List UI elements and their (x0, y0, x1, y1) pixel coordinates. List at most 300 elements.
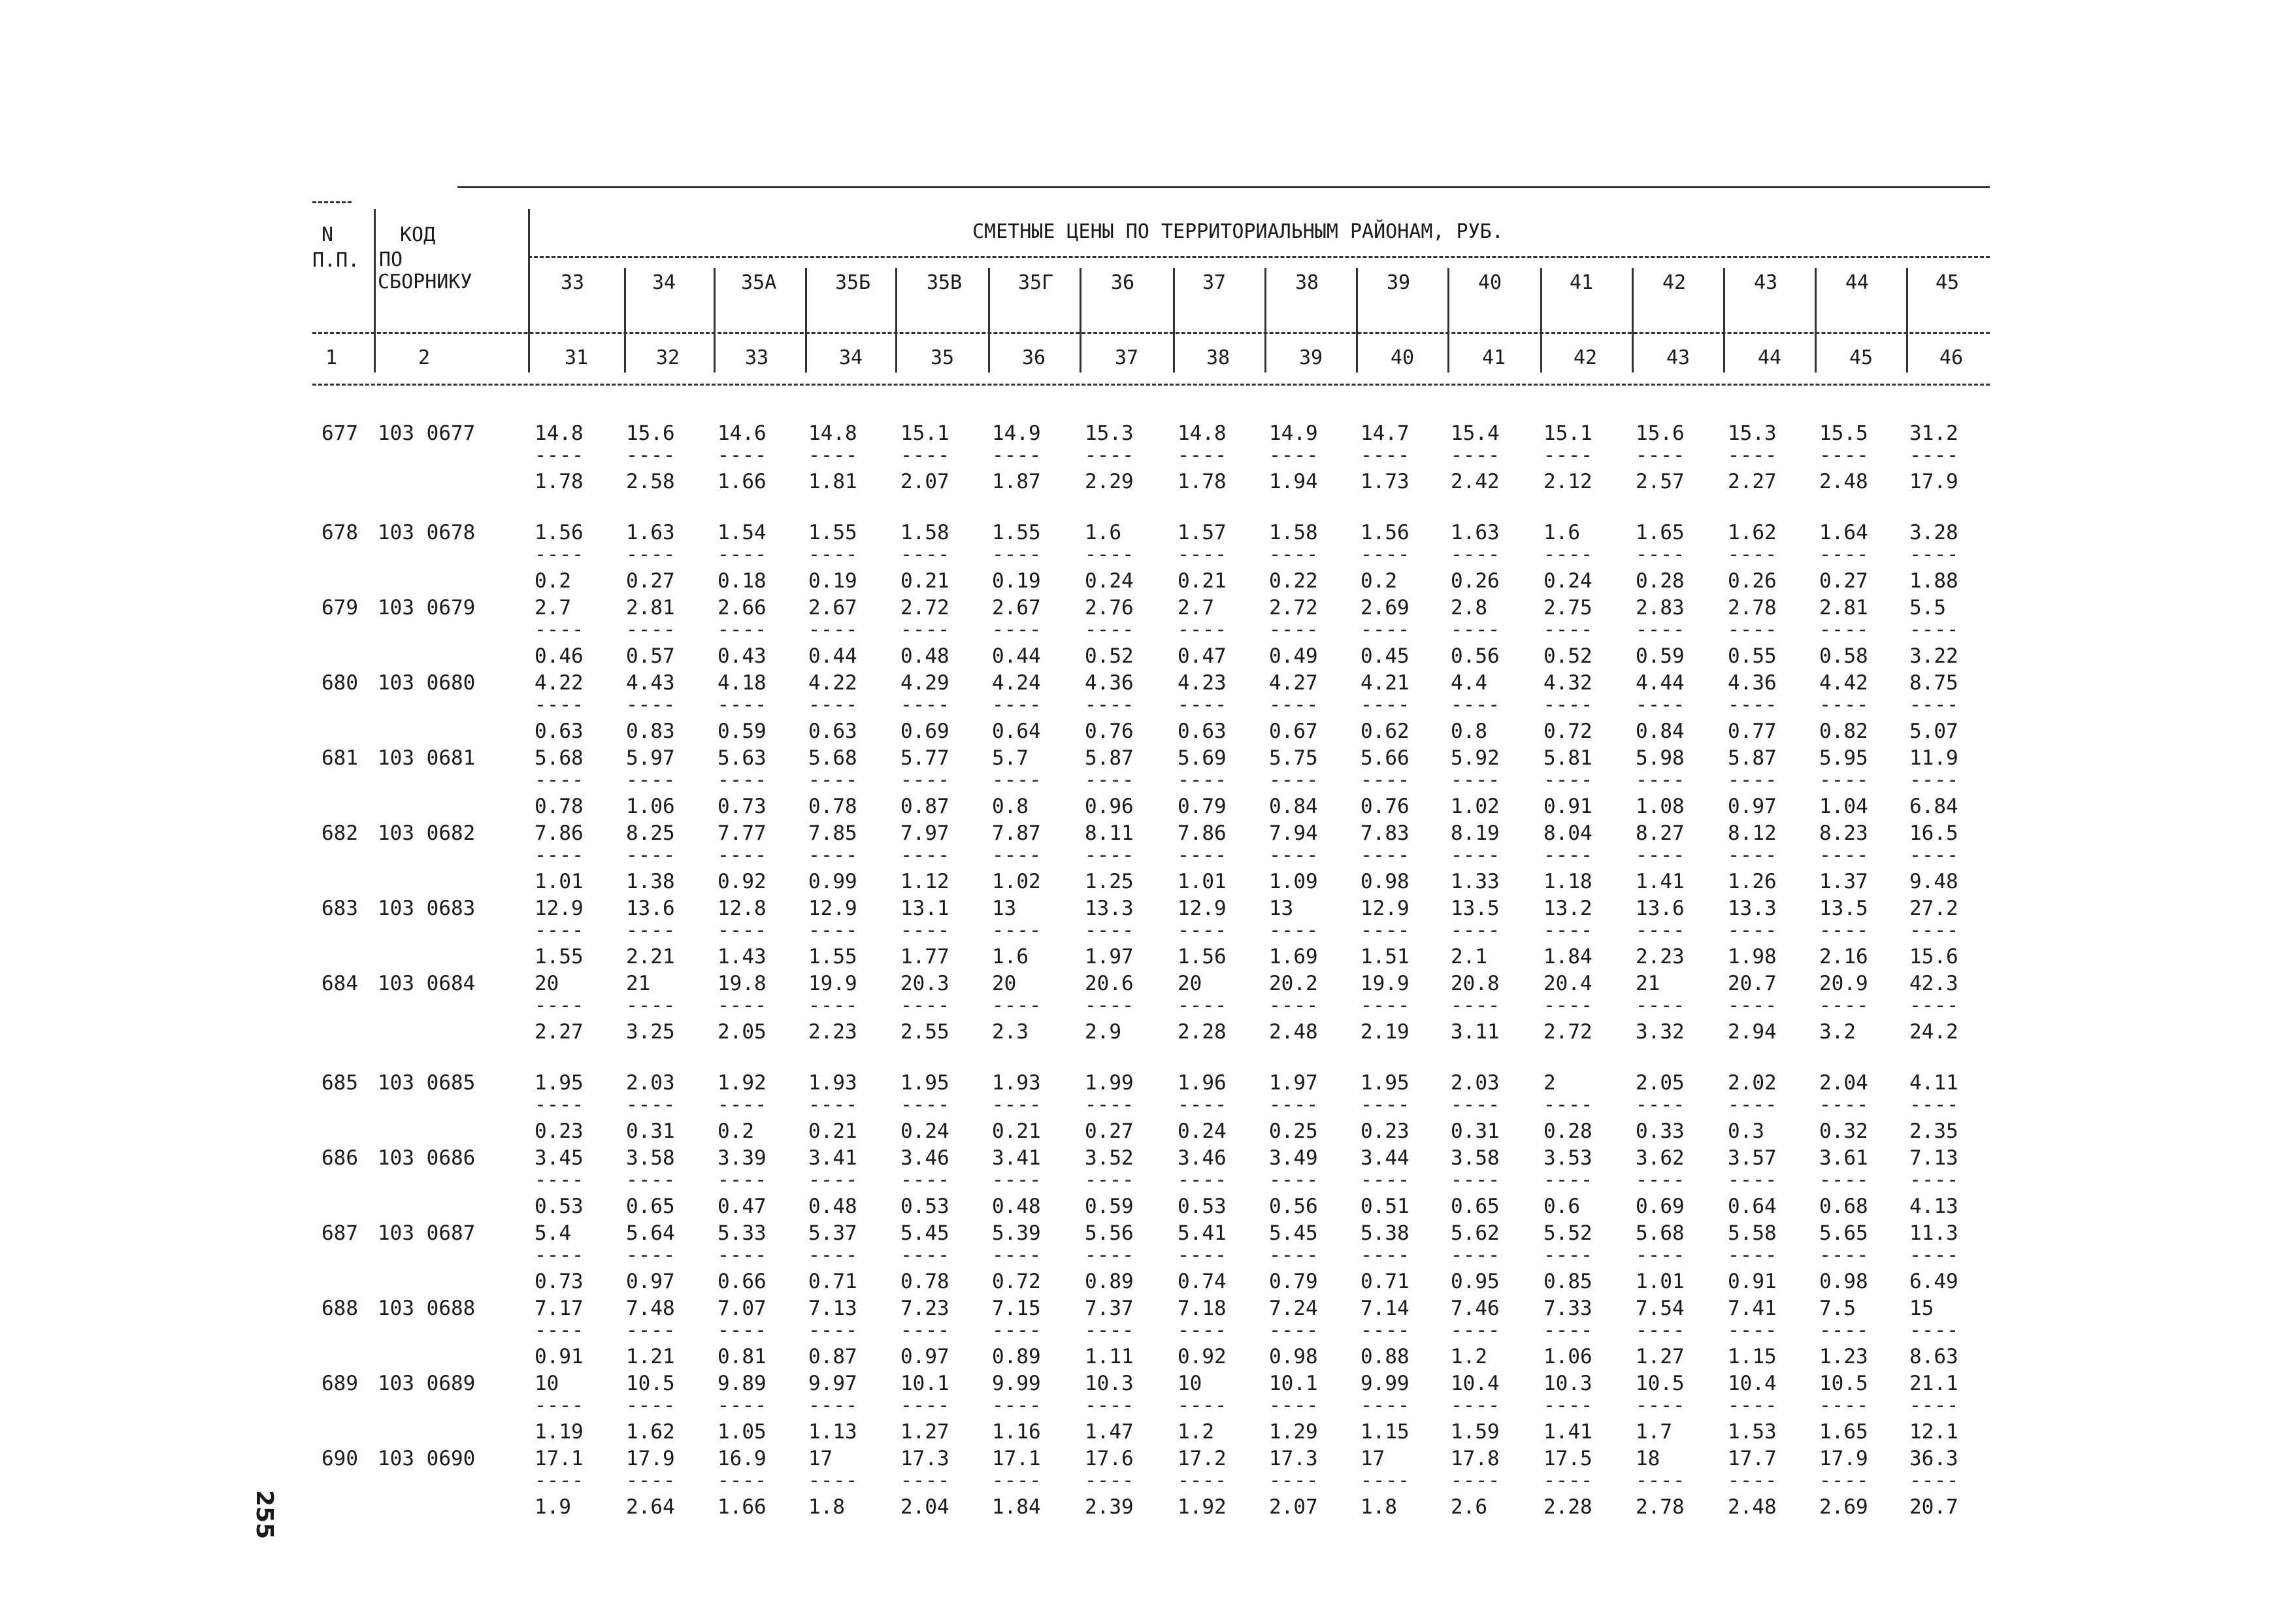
fraction-bar: ---- (1543, 444, 1594, 467)
fraction-bar: ---- (1543, 618, 1594, 641)
price-top-cell: 8.27 (1636, 821, 1685, 845)
price-top-cell: 1.6 (1085, 521, 1121, 544)
price-top-cell: 7.83 (1361, 821, 1410, 845)
fraction-bar: ---- (992, 769, 1042, 791)
price-bottom-cell: 0.47 (718, 1195, 767, 1218)
price-top-cell: 4.21 (1361, 671, 1410, 695)
region-label-16: 45 (1936, 271, 1960, 294)
price-top-cell: 15.5 (1819, 422, 1868, 445)
fraction-bar: ---- (1819, 1319, 1870, 1342)
fraction-bar: ---- (1819, 618, 1870, 641)
price-top-cell: 21 (626, 972, 651, 995)
price-bottom-cell: 0.85 (1543, 1270, 1592, 1293)
fraction-bar: ---- (808, 919, 859, 942)
fraction-bar: ---- (1819, 693, 1870, 716)
header-bottom-rule (312, 384, 1990, 386)
fraction-bar: ---- (718, 769, 768, 791)
price-top-cell: 5.62 (1451, 1221, 1500, 1245)
row-code: 103 0685 (378, 1071, 476, 1095)
price-top-cell: 2.75 (1543, 596, 1592, 620)
price-bottom-cell: 0.65 (1451, 1195, 1500, 1218)
fraction-bar: ---- (1361, 844, 1411, 867)
fraction-bar: ---- (1178, 1168, 1228, 1191)
fraction-bar: ---- (1728, 1394, 1778, 1417)
region-separator-14 (1815, 268, 1817, 373)
region-label-5: 35В (927, 271, 963, 294)
fraction-bar: ---- (1361, 919, 1411, 942)
price-bottom-cell: 1.55 (535, 945, 584, 969)
fraction-bar: ---- (1361, 1469, 1411, 1492)
price-top-cell: 14.7 (1361, 422, 1410, 445)
region-separator-10 (1447, 268, 1449, 373)
region-separator-6 (1080, 268, 1081, 373)
price-bottom-cell: 1.01 (535, 870, 584, 893)
fraction-bar: ---- (992, 618, 1042, 641)
price-top-cell: 7.86 (1178, 821, 1227, 845)
price-bottom-cell: 1.84 (992, 1495, 1041, 1519)
fraction-bar: ---- (1819, 844, 1870, 867)
price-top-cell: 12.8 (718, 897, 767, 920)
region-label-8: 37 (1202, 271, 1227, 294)
price-bottom-cell: 1.27 (1636, 1345, 1685, 1368)
price-top-cell: 21.1 (1909, 1372, 1958, 1395)
price-bottom-cell: 0.76 (1085, 720, 1134, 743)
price-top-cell: 15.3 (1728, 422, 1777, 445)
price-bottom-cell: 2.35 (1909, 1119, 1958, 1143)
fraction-bar: ---- (808, 1093, 859, 1116)
price-top-cell: 1.56 (535, 521, 584, 544)
col-number-12: 40 (1391, 346, 1415, 369)
price-top-cell: 7.33 (1543, 1297, 1592, 1320)
price-bottom-cell: 1.08 (1636, 795, 1685, 818)
fraction-bar: ---- (626, 693, 676, 716)
price-top-cell: 7.13 (1909, 1146, 1958, 1170)
row-number: 690 (322, 1447, 358, 1470)
col-number-7: 35 (931, 346, 955, 369)
price-top-cell: 5.38 (1361, 1221, 1410, 1245)
price-top-cell: 13 (992, 897, 1017, 920)
price-top-cell: 7.54 (1636, 1297, 1685, 1320)
fraction-bar: ---- (1728, 1093, 1778, 1116)
price-bottom-cell: 0.46 (535, 644, 584, 668)
price-bottom-cell: 1.15 (1361, 1420, 1410, 1444)
price-bottom-cell: 0.28 (1543, 1119, 1592, 1143)
fraction-bar: ---- (1361, 994, 1411, 1017)
price-bottom-cell: 0.19 (992, 569, 1041, 593)
fraction-bar: ---- (1451, 1319, 1501, 1342)
price-top-cell: 5.41 (1178, 1221, 1227, 1245)
price-top-cell: 8.75 (1909, 671, 1958, 695)
price-top-cell: 2.69 (1361, 596, 1410, 620)
col-kod-label: КОД (400, 224, 436, 246)
fraction-bar: ---- (1543, 919, 1594, 942)
region-separator-5 (988, 268, 990, 373)
price-top-cell: 20.4 (1543, 972, 1592, 995)
price-bottom-cell: 1.02 (992, 870, 1041, 893)
fraction-bar: ---- (1728, 994, 1778, 1017)
price-bottom-cell: 0.2 (718, 1119, 754, 1143)
fraction-bar: ---- (718, 693, 768, 716)
fraction-bar: ---- (808, 769, 859, 791)
price-bottom-cell: 0.88 (1361, 1345, 1410, 1368)
price-bottom-cell: 1.41 (1636, 870, 1685, 893)
fraction-bar: ---- (992, 994, 1042, 1017)
price-bottom-cell: 1.18 (1543, 870, 1592, 893)
row-number: 686 (322, 1146, 358, 1170)
price-top-cell: 9.89 (718, 1372, 767, 1395)
row-number: 679 (322, 596, 358, 620)
fraction-bar: ---- (535, 1168, 585, 1191)
price-bottom-cell: 0.31 (626, 1119, 675, 1143)
fraction-bar: ---- (1819, 919, 1870, 942)
price-top-cell: 18 (1636, 1447, 1660, 1470)
price-top-cell: 20.8 (1451, 972, 1500, 995)
region-separator-13 (1723, 268, 1725, 373)
fraction-bar: ---- (808, 994, 859, 1017)
fraction-bar: ---- (1085, 1168, 1135, 1191)
fraction-bar: ---- (900, 618, 951, 641)
price-bottom-cell: 1.41 (1543, 1420, 1592, 1444)
col-number-4: 32 (656, 346, 680, 369)
price-top-cell: 13.5 (1451, 897, 1500, 920)
price-bottom-cell: 0.64 (992, 720, 1041, 743)
price-top-cell: 7.14 (1361, 1297, 1410, 1320)
price-top-cell: 10 (535, 1372, 559, 1395)
price-bottom-cell: 1.8 (1361, 1495, 1397, 1519)
price-bottom-cell: 0.19 (808, 569, 857, 593)
price-bottom-cell: 0.44 (808, 644, 857, 668)
price-top-cell: 8.25 (626, 821, 675, 845)
price-bottom-cell: 0.32 (1819, 1119, 1868, 1143)
fraction-bar: ---- (1543, 1093, 1594, 1116)
price-bottom-cell: 0.23 (1361, 1119, 1410, 1143)
price-top-cell: 4.29 (900, 671, 949, 695)
fraction-bar: ---- (1269, 1469, 1319, 1492)
price-top-cell: 19.9 (808, 972, 857, 995)
fraction-bar: ---- (1909, 1093, 1960, 1116)
price-top-cell: 20.6 (1085, 972, 1134, 995)
price-bottom-cell: 0.25 (1269, 1119, 1318, 1143)
price-top-cell: 5.7 (992, 746, 1029, 770)
fraction-bar: ---- (626, 444, 676, 467)
price-top-cell: 8.19 (1451, 821, 1500, 845)
fraction-bar: ---- (1085, 769, 1135, 791)
price-bottom-cell: 0.92 (1178, 1345, 1227, 1368)
fraction-bar: ---- (808, 1394, 859, 1417)
price-top-cell: 20 (1178, 972, 1202, 995)
price-top-cell: 2.67 (992, 596, 1041, 620)
price-top-cell: 20.9 (1819, 972, 1868, 995)
price-bottom-cell: 0.26 (1451, 569, 1500, 593)
price-bottom-cell: 0.73 (718, 795, 767, 818)
fraction-bar: ---- (1909, 543, 1960, 566)
price-bottom-cell: 2.69 (1819, 1495, 1868, 1519)
price-top-cell: 7.85 (808, 821, 857, 845)
fraction-bar: ---- (1085, 1394, 1135, 1417)
price-top-cell: 17 (808, 1447, 833, 1470)
fraction-bar: ---- (1085, 543, 1135, 566)
price-bottom-cell: 0.49 (1269, 644, 1318, 668)
price-bottom-cell: 1.23 (1819, 1345, 1868, 1368)
price-top-cell: 4.36 (1728, 671, 1777, 695)
price-bottom-cell: 1.92 (1178, 1495, 1227, 1519)
price-bottom-cell: 0.59 (1636, 644, 1685, 668)
col-number-6: 34 (839, 346, 863, 369)
price-bottom-cell: 5.07 (1909, 720, 1958, 743)
price-top-cell: 2 (1543, 1071, 1556, 1095)
fraction-bar: ---- (1728, 844, 1778, 867)
fraction-bar: ---- (1543, 693, 1594, 716)
price-bottom-cell: 0.48 (808, 1195, 857, 1218)
price-bottom-cell: 1.73 (1361, 470, 1410, 493)
fraction-bar: ---- (1728, 1168, 1778, 1191)
price-top-cell: 4.22 (535, 671, 584, 695)
region-label-7: 36 (1111, 271, 1135, 294)
price-top-cell: 1.95 (535, 1071, 584, 1095)
price-bottom-cell: 1.11 (1085, 1345, 1134, 1368)
fraction-bar: ---- (808, 1168, 859, 1191)
fraction-bar: ---- (535, 1394, 585, 1417)
fraction-bar: ---- (1361, 769, 1411, 791)
price-bottom-cell: 0.65 (626, 1195, 675, 1218)
price-top-cell: 20.2 (1269, 972, 1318, 995)
price-bottom-cell: 2.1 (1451, 945, 1487, 969)
price-bottom-cell: 0.64 (1728, 1195, 1777, 1218)
price-bottom-cell: 0.57 (626, 644, 675, 668)
price-top-cell: 1.95 (900, 1071, 949, 1095)
price-bottom-cell: 1.19 (535, 1420, 584, 1444)
price-bottom-cell: 0.2 (535, 569, 571, 593)
price-top-cell: 14.6 (718, 422, 767, 445)
price-bottom-cell: 4.13 (1909, 1195, 1958, 1218)
fraction-bar: ---- (1178, 1093, 1228, 1116)
fraction-bar: ---- (626, 543, 676, 566)
price-bottom-cell: 0.51 (1361, 1195, 1410, 1218)
col-number-16: 44 (1758, 346, 1782, 369)
fraction-bar: ---- (900, 1244, 951, 1267)
price-bottom-cell: 2.07 (900, 470, 949, 493)
fraction-bar: ---- (992, 1394, 1042, 1417)
col-number-9: 37 (1115, 346, 1139, 369)
price-top-cell: 13.1 (900, 897, 949, 920)
fraction-bar: ---- (1819, 1168, 1870, 1191)
fraction-bar: ---- (992, 919, 1042, 942)
row-number: 689 (322, 1372, 358, 1395)
price-top-cell: 20.3 (900, 972, 949, 995)
region-separator-7 (1173, 268, 1175, 373)
price-top-cell: 3.46 (1178, 1146, 1227, 1170)
price-bottom-cell: 0.59 (718, 720, 767, 743)
price-bottom-cell: 3.2 (1819, 1020, 1856, 1044)
region-label-10: 39 (1387, 271, 1411, 294)
fraction-bar: ---- (718, 844, 768, 867)
fraction-bar: ---- (1269, 919, 1319, 942)
price-top-cell: 8.23 (1819, 821, 1868, 845)
col-number-10: 38 (1206, 346, 1230, 369)
fraction-bar: ---- (1728, 543, 1778, 566)
region-separator-9 (1356, 268, 1358, 373)
fraction-bar: ---- (718, 919, 768, 942)
price-bottom-cell: 2.39 (1085, 1495, 1134, 1519)
fraction-bar: ---- (1636, 994, 1686, 1017)
price-top-cell: 7.97 (900, 821, 949, 845)
price-bottom-cell: 0.43 (718, 644, 767, 668)
title-underline (528, 256, 1990, 258)
price-bottom-cell: 0.6 (1543, 1195, 1580, 1218)
row-code: 103 0677 (378, 422, 476, 445)
price-top-cell: 5.56 (1085, 1221, 1134, 1245)
price-bottom-cell: 2.6 (1451, 1495, 1487, 1519)
price-bottom-cell: 0.2 (1361, 569, 1397, 593)
price-bottom-cell: 0.87 (808, 1345, 857, 1368)
price-top-cell: 1.55 (992, 521, 1041, 544)
price-top-cell: 17.1 (535, 1447, 584, 1470)
price-bottom-cell: 1.02 (1451, 795, 1500, 818)
fraction-bar: ---- (1636, 1394, 1686, 1417)
price-bottom-cell: 1.66 (718, 470, 767, 493)
fraction-bar: ---- (1909, 1319, 1960, 1342)
price-top-cell: 1.99 (1085, 1071, 1134, 1095)
header-vline-2 (528, 209, 530, 373)
price-bottom-cell: 1.06 (626, 795, 675, 818)
price-top-cell: 4.32 (1543, 671, 1592, 695)
region-separator-15 (1906, 268, 1908, 373)
fraction-bar: ---- (1178, 444, 1228, 467)
fraction-bar: ---- (626, 1319, 676, 1342)
price-top-cell: 3.44 (1361, 1146, 1410, 1170)
price-bottom-cell: 0.78 (535, 795, 584, 818)
fraction-bar: ---- (535, 1093, 585, 1116)
fraction-bar: ---- (626, 1244, 676, 1267)
price-top-cell: 5.97 (626, 746, 675, 770)
region-separator-4 (895, 268, 897, 373)
fraction-bar: ---- (1451, 769, 1501, 791)
price-bottom-cell: 1.29 (1269, 1420, 1318, 1444)
fraction-bar: ---- (1819, 1469, 1870, 1492)
price-bottom-cell: 0.18 (718, 569, 767, 593)
price-bottom-cell: 0.69 (900, 720, 949, 743)
price-bottom-cell: 0.31 (1451, 1119, 1500, 1143)
fraction-bar: ---- (1451, 693, 1501, 716)
price-bottom-cell: 2.19 (1361, 1020, 1410, 1044)
price-top-cell: 1.58 (900, 521, 949, 544)
fraction-bar: ---- (718, 1093, 768, 1116)
price-bottom-cell: 0.53 (1178, 1195, 1227, 1218)
price-top-cell: 5.87 (1085, 746, 1134, 770)
price-bottom-cell: 0.74 (1178, 1270, 1227, 1293)
price-top-cell: 13.5 (1819, 897, 1868, 920)
price-top-cell: 7.17 (535, 1297, 584, 1320)
price-bottom-cell: 2.23 (1636, 945, 1685, 969)
fraction-bar: ---- (900, 844, 951, 867)
price-top-cell: 3.49 (1269, 1146, 1318, 1170)
fraction-bar: ---- (900, 1093, 951, 1116)
price-top-cell: 3.41 (808, 1146, 857, 1170)
fraction-bar: ---- (1178, 994, 1228, 1017)
fraction-bar: ---- (1269, 769, 1319, 791)
price-bottom-cell: 0.82 (1819, 720, 1868, 743)
price-bottom-cell: 1.26 (1728, 870, 1777, 893)
fraction-bar: ---- (535, 919, 585, 942)
row-code: 103 0678 (378, 521, 476, 544)
fraction-bar: ---- (1636, 1093, 1686, 1116)
price-top-cell: 1.63 (626, 521, 675, 544)
row-number: 687 (322, 1221, 358, 1245)
price-bottom-cell: 0.55 (1728, 644, 1777, 668)
price-bottom-cell: 0.24 (1178, 1119, 1227, 1143)
price-top-cell: 4.11 (1909, 1071, 1958, 1095)
price-bottom-cell: 0.97 (626, 1270, 675, 1293)
fraction-bar: ---- (1361, 693, 1411, 716)
price-top-cell: 5.63 (718, 746, 767, 770)
fraction-bar: ---- (1178, 844, 1228, 867)
price-top-cell: 13.3 (1728, 897, 1777, 920)
price-bottom-cell: 0.67 (1269, 720, 1318, 743)
row-code: 103 0681 (378, 746, 476, 770)
price-bottom-cell: 1.65 (1819, 1420, 1868, 1444)
region-label-12: 41 (1570, 271, 1594, 294)
price-top-cell: 2.72 (1269, 596, 1318, 620)
price-top-cell: 4.23 (1178, 671, 1227, 695)
price-bottom-cell: 3.11 (1451, 1020, 1500, 1044)
price-bottom-cell: 2.48 (1728, 1495, 1777, 1519)
price-top-cell: 7.87 (992, 821, 1041, 845)
fraction-bar: ---- (1909, 693, 1960, 716)
price-top-cell: 3.45 (535, 1146, 584, 1170)
price-top-cell: 2.81 (626, 596, 675, 620)
price-top-cell: 1.93 (808, 1071, 857, 1095)
price-bottom-cell: 1.05 (718, 1420, 767, 1444)
fraction-bar: ---- (1543, 769, 1594, 791)
fraction-bar: ---- (1361, 1168, 1411, 1191)
price-bottom-cell: 0.91 (1728, 1270, 1777, 1293)
fraction-bar: ---- (1361, 444, 1411, 467)
price-top-cell: 4.18 (718, 671, 767, 695)
price-bottom-cell: 2.27 (535, 1020, 584, 1044)
price-top-cell: 3.39 (718, 1146, 767, 1170)
price-top-cell: 13.2 (1543, 897, 1592, 920)
price-bottom-cell: 0.27 (626, 569, 675, 593)
fraction-bar: ---- (1085, 1469, 1135, 1492)
col-number-15: 43 (1666, 346, 1691, 369)
fraction-bar: ---- (1269, 1319, 1319, 1342)
price-top-cell: 7.13 (808, 1297, 857, 1320)
price-bottom-cell: 2.48 (1819, 470, 1868, 493)
price-bottom-cell: 2.16 (1819, 945, 1868, 969)
price-bottom-cell: 0.44 (992, 644, 1041, 668)
col-number-13: 41 (1482, 346, 1506, 369)
price-top-cell: 16.5 (1909, 821, 1958, 845)
fraction-bar: ---- (1728, 919, 1778, 942)
price-bottom-cell: 0.71 (1361, 1270, 1410, 1293)
price-bottom-cell: 0.89 (1085, 1270, 1134, 1293)
region-label-3: 35А (741, 271, 777, 294)
fraction-bar: ---- (1728, 618, 1778, 641)
price-bottom-cell: 2.27 (1728, 470, 1777, 493)
price-bottom-cell: 1.47 (1085, 1420, 1134, 1444)
price-top-cell: 10.4 (1728, 1372, 1777, 1395)
price-bottom-cell: 1.2 (1451, 1345, 1487, 1368)
fraction-bar: ---- (1178, 1244, 1228, 1267)
price-top-cell: 5.68 (808, 746, 857, 770)
price-bottom-cell: 1.84 (1543, 945, 1592, 969)
price-bottom-cell: 0.63 (535, 720, 584, 743)
fraction-bar: ---- (1178, 693, 1228, 716)
fraction-bar: ---- (1909, 994, 1960, 1017)
price-top-cell: 5.5 (1909, 596, 1946, 620)
price-bottom-cell: 1.98 (1728, 945, 1777, 969)
fraction-bar: ---- (808, 1319, 859, 1342)
